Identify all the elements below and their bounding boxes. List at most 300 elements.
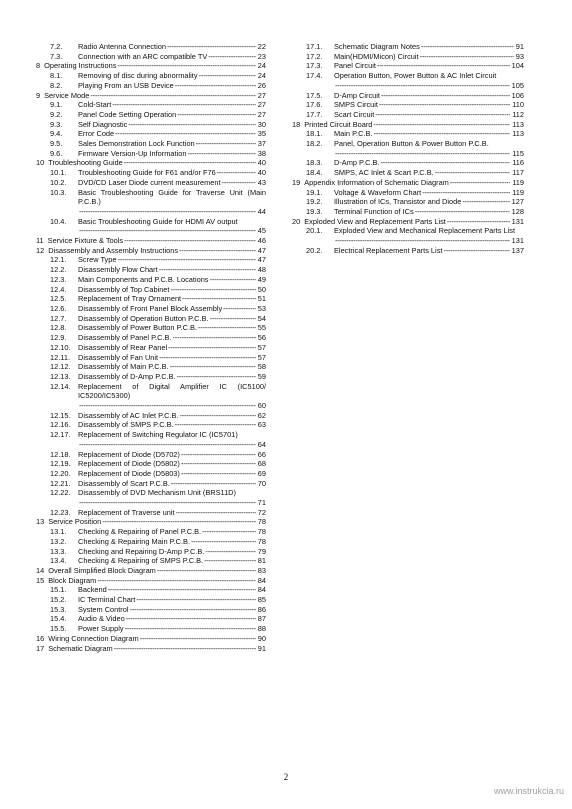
toc-entry-title: Disassembly of SMPS P.C.B.: [78, 420, 174, 430]
toc-entry-title: Disassembly of Operation Button P.C.B.: [78, 313, 209, 323]
toc-entry-page: 27: [257, 100, 266, 110]
toc-entry-page: 57: [257, 352, 266, 362]
toc-entry-page: 45: [257, 226, 266, 236]
toc-entry: [36, 508, 266, 518]
toc-entry: [36, 595, 266, 605]
toc-entry-page: 48: [257, 265, 266, 275]
toc-entry-page: 27: [257, 109, 266, 119]
toc-entry: [292, 139, 524, 158]
toc-entry-title: D-Amp P.C.B.: [334, 158, 380, 168]
toc-entry: [36, 178, 266, 188]
toc-leader-dashes: [179, 246, 256, 256]
toc-leader-dashes: [112, 100, 255, 110]
toc-entry-number: 19: [292, 177, 301, 187]
toc-entry-title: Main Components and P.C.B. Locations: [78, 274, 209, 284]
toc-leader-dashes: [117, 61, 255, 71]
toc-entry: [36, 479, 266, 489]
toc-entry-page: 44: [257, 206, 266, 216]
toc-entry: [36, 304, 266, 314]
toc-entry-number: 12.7.: [50, 313, 67, 323]
toc-entry-number: 12.15.: [50, 410, 71, 420]
toc-entry: [36, 81, 266, 91]
toc-leader-dashes: [168, 343, 256, 353]
toc-entry-number: 17.2.: [306, 51, 323, 61]
toc-entry-number: 12.16.: [50, 420, 71, 430]
toc-entry: [36, 275, 266, 285]
toc-entry-number: 12.4.: [50, 284, 67, 294]
toc-entry-title: Disassembly and Assembly Instructions: [48, 245, 179, 255]
toc-entry-number: 19.3.: [306, 206, 323, 216]
toc-entry-page: 40: [257, 168, 266, 178]
toc-left-column: [36, 42, 266, 653]
toc-entry-number: 10.4.: [50, 216, 67, 226]
toc-entry: [292, 71, 524, 90]
toc-entry-number: 8: [36, 61, 41, 71]
toc-entry-title: Exploded View and Mechanical Replacement Parts List: [334, 226, 516, 236]
toc-entry: [36, 265, 266, 275]
toc-entry-page: 49: [257, 274, 266, 284]
toc-entry-page: 137: [511, 245, 524, 255]
toc-entry: [36, 285, 266, 295]
toc-leader-dashes: [205, 547, 255, 557]
toc-entry-number: 13.3.: [50, 546, 67, 556]
toc-entry: [36, 624, 266, 634]
toc-entry-page: 51: [257, 294, 266, 304]
toc-leader-dashes: [199, 71, 256, 81]
toc-entry: [36, 469, 266, 479]
toc-entry: [36, 450, 266, 460]
toc-entry: [292, 91, 524, 101]
toc-leader-dashes: [373, 120, 510, 130]
toc-entry: [36, 246, 266, 256]
toc-entry: [36, 605, 266, 615]
toc-entry: [292, 42, 524, 52]
toc-entry: [36, 343, 266, 353]
toc-entry-title: Basic Troubleshooting Guide for HDMI AV output: [78, 216, 238, 226]
toc-entry: [36, 217, 266, 236]
toc-entry-number: 13.4.: [50, 556, 67, 566]
toc-entry-title: Checking & Repairing Main P.C.B.: [78, 536, 191, 546]
toc-entry-title: Disassembly of Panel P.C.B.: [78, 333, 172, 343]
toc-entry-page: 91: [257, 643, 266, 653]
toc-leader-dashes: [79, 401, 256, 411]
toc-leader-dashes: [222, 178, 256, 188]
toc-entry-number: 17.4.: [306, 71, 323, 81]
toc-entry-number: 12.2.: [50, 265, 67, 275]
toc-entry-number: 20: [292, 216, 301, 226]
toc-entry-title: Self Diagnostic: [78, 119, 128, 129]
toc-entry-number: 7.3.: [50, 51, 63, 61]
watermark: www.instrukcia.ru: [493, 786, 564, 796]
toc-leader-dashes: [196, 139, 256, 149]
toc-entry-page: 115: [512, 148, 524, 158]
toc-entry-page: 83: [257, 565, 266, 575]
toc-leader-dashes: [422, 188, 510, 198]
toc-entry-number: 18.2.: [306, 139, 323, 149]
toc-leader-dashes: [130, 605, 256, 615]
toc-entry: [292, 110, 524, 120]
toc-entry-title: Disassembly of DVD Mechanism Unit (BRS11D): [78, 488, 236, 498]
toc-leader-dashes: [420, 52, 514, 62]
toc-entry-page: 66: [257, 449, 266, 459]
toc-leader-dashes: [210, 275, 256, 285]
toc-leader-dashes: [167, 42, 256, 52]
toc-entry-number: 10.2.: [50, 177, 67, 187]
toc-leader-dashes: [181, 459, 256, 469]
toc-entry-number: 13.2.: [50, 536, 67, 546]
toc-entry-title: Replacement of Tray Ornament: [78, 294, 182, 304]
toc-entry: [292, 217, 524, 227]
toc-entry-page: 24: [257, 71, 266, 81]
toc-entry-page: 47: [257, 245, 266, 255]
toc-entry-page: 113: [512, 129, 524, 139]
toc-leader-dashes: [177, 372, 256, 382]
toc-entry-title: D-Amp Circuit: [334, 90, 380, 100]
toc-leader-dashes: [136, 595, 255, 605]
toc-entry-title: Illustration of ICs, Transistor and Diode: [334, 197, 462, 207]
toc-entry-number: 13.1.: [50, 527, 67, 537]
toc-entry-number: 12.10.: [50, 342, 71, 352]
toc-leader-dashes: [128, 120, 255, 130]
toc-leader-dashes: [79, 440, 256, 450]
toc-entry-title: SMPS Circuit: [334, 100, 378, 110]
toc-entry-page: 119: [512, 177, 524, 187]
toc-entry: [36, 42, 266, 52]
toc-entry-page: 53: [257, 303, 266, 313]
toc-entry: [36, 188, 266, 217]
toc-entry-page: 78: [257, 517, 266, 527]
toc-entry-page: 68: [257, 459, 266, 469]
toc-entry-page: 117: [512, 168, 524, 178]
toc-entry-number: 9: [36, 90, 41, 100]
toc-entry-number: 18.4.: [306, 168, 323, 178]
toc-entry-title: Error Code: [78, 129, 115, 139]
toc-leader-dashes: [335, 81, 510, 91]
toc-entry-page: 106: [511, 90, 524, 100]
toc-entry-page: 78: [257, 527, 266, 537]
toc-leader-dashes: [191, 537, 256, 547]
toc-leader-dashes: [140, 634, 256, 644]
toc-entry-number: 12: [36, 245, 45, 255]
toc-entry-page: 37: [257, 139, 266, 149]
toc-entry-page: 46: [257, 236, 266, 246]
toc-entry-number: 20.2.: [306, 245, 323, 255]
toc-entry-page: 119: [512, 187, 524, 197]
toc-entry-title: Schematic Diagram: [48, 643, 113, 653]
toc-leader-dashes: [208, 52, 255, 62]
toc-entry: [36, 61, 266, 71]
toc-entry-title: Schematic Diagram Notes: [334, 42, 420, 51]
toc-entry-number: 12.6.: [50, 303, 67, 313]
toc-entry-title: Disassembly of Top Cabinet: [78, 284, 170, 294]
toc-entry-number: 12.19.: [50, 459, 71, 469]
toc-entry-page: 127: [511, 197, 524, 207]
toc-entry: [36, 236, 266, 246]
toc-entry: [36, 430, 266, 449]
toc-leader-dashes: [170, 285, 255, 295]
toc-leader-dashes: [335, 149, 510, 159]
toc-leader-dashes: [176, 508, 256, 518]
toc-entry-number: 10.3.: [50, 187, 67, 197]
toc-entry-title: IC Terminal Chart: [78, 595, 136, 605]
toc-entry: [36, 120, 266, 130]
toc-leader-dashes: [462, 197, 509, 207]
toc-entry-title: Voltage & Waveform Chart: [334, 187, 422, 197]
toc-leader-dashes: [159, 353, 256, 363]
toc-leader-dashes: [97, 576, 255, 586]
toc-entry: [36, 110, 266, 120]
toc-entry-number: 15: [36, 575, 45, 585]
toc-leader-dashes: [79, 226, 256, 236]
toc-entry-page: 105: [511, 80, 524, 90]
toc-leader-dashes: [124, 158, 256, 168]
toc-entry-title: Basic Troubleshooting Guide for Traverse Unit (Main P.C.B.): [78, 187, 266, 207]
toc-entry-number: 15.4.: [50, 614, 67, 624]
toc-entry-page: 30: [257, 119, 266, 129]
toc-entry-title: Main(HDMI/Micon) Circuit: [334, 51, 419, 61]
toc-entry: [36, 585, 266, 595]
toc-leader-dashes: [415, 207, 510, 217]
toc-leader-dashes: [115, 129, 256, 139]
toc-entry: [36, 459, 266, 469]
toc-entry: [292, 129, 524, 139]
toc-entry: [36, 411, 266, 421]
toc-entry-title: Operating Instructions: [44, 61, 117, 71]
toc-entry-title: Disassembly of AC Inlet P.C.B.: [78, 410, 179, 420]
toc-entry-title: Electrical Replacement Parts List: [334, 245, 443, 255]
toc-entry-page: 71: [257, 498, 266, 508]
toc-entry-number: 10.1.: [50, 168, 67, 178]
toc-entry-number: 12.20.: [50, 468, 71, 478]
toc-entry-page: 84: [257, 585, 266, 595]
toc-leader-dashes: [187, 149, 255, 159]
toc-right-column: [292, 42, 524, 255]
toc-entry: [292, 158, 524, 168]
toc-entry-page: 64: [257, 439, 266, 449]
toc-entry-number: 19.2.: [306, 197, 323, 207]
toc-entry-number: 9.6.: [50, 148, 63, 158]
toc-entry-number: 12.12.: [50, 362, 71, 372]
toc-entry-title: Disassembly of D-Amp P.C.B.: [78, 371, 176, 381]
toc-entry-page: 43: [257, 177, 266, 187]
toc-leader-dashes: [450, 178, 510, 188]
toc-leader-dashes: [377, 61, 510, 71]
toc-leader-dashes: [198, 323, 256, 333]
toc-entry: [292, 207, 524, 217]
toc-leader-dashes: [177, 110, 256, 120]
toc-entry-title: Replacement of Diode (D5802): [78, 459, 180, 469]
toc-entry-number: 14: [36, 565, 45, 575]
toc-entry-number: 18.1.: [306, 129, 323, 139]
toc-entry-title: Overall Simplified Block Diagram: [48, 565, 156, 575]
toc-leader-dashes: [380, 158, 510, 168]
toc-entry: [36, 644, 266, 654]
toc-entry-title: Troubleshooting Guide for F61 and/or F76: [78, 168, 216, 178]
toc-entry-number: 12.3.: [50, 274, 67, 284]
toc-entry-title: Block Diagram: [48, 575, 97, 585]
toc-entry-number: 17: [36, 643, 45, 653]
toc-entry-number: 17.1.: [306, 42, 323, 51]
toc-entry-number: 9.2.: [50, 109, 63, 119]
toc-leader-dashes: [181, 450, 256, 460]
toc-entry-page: 113: [512, 119, 524, 129]
toc-entry: [36, 362, 266, 372]
toc-entry-page: 70: [257, 478, 266, 488]
toc-entry: [36, 100, 266, 110]
toc-leader-dashes: [117, 255, 255, 265]
toc-entry: [36, 556, 266, 566]
toc-leader-dashes: [202, 527, 256, 537]
toc-entry-title: Checking & Repairing of SMPS P.C.B.: [78, 556, 204, 566]
toc-entry-number: 9.4.: [50, 129, 63, 139]
toc-entry-number: 13: [36, 517, 45, 527]
toc-leader-dashes: [217, 168, 256, 178]
toc-entry-page: 69: [257, 468, 266, 478]
toc-entry: [36, 323, 266, 333]
toc-entry-page: 131: [511, 216, 524, 226]
toc-entry-title: System Control: [78, 604, 129, 614]
toc-entry: [292, 246, 524, 256]
toc-entry: [292, 61, 524, 71]
toc-entry: [36, 168, 266, 178]
toc-entry-number: 12.8.: [50, 323, 67, 333]
toc-entry-title: Power Supply: [78, 624, 124, 634]
toc-entry: [36, 372, 266, 382]
toc-entry-number: 17.6.: [306, 100, 323, 110]
toc-entry-page: 104: [511, 61, 524, 71]
toc-entry-title: Disassembly Flow Chart: [78, 265, 158, 275]
toc-entry-title: DVD/CD Laser Diode current measurement: [78, 177, 221, 187]
toc-entry-page: 57: [257, 342, 266, 352]
toc-entry-title: SMPS, AC Inlet & Scart P.C.B.: [334, 168, 434, 178]
toc-entry-title: Main P.C.B.: [334, 129, 373, 139]
toc-entry-number: 20.1.: [306, 226, 323, 236]
toc-entry: [36, 566, 266, 576]
toc-leader-dashes: [170, 362, 256, 372]
toc-entry-title: Connection with an ARC compatible TV: [78, 51, 208, 61]
toc-entry-title: Checking & Repairing of Panel P.C.B.: [78, 527, 202, 537]
toc-entry-number: 10: [36, 158, 45, 168]
toc-entry-page: 78: [257, 536, 266, 546]
toc-entry-page: 88: [257, 624, 266, 634]
toc-entry-page: 27: [257, 90, 266, 100]
toc-entry-title: Sales Demonstration Lock Function: [78, 139, 195, 149]
toc-entry-number: 7.2.: [50, 42, 63, 51]
toc-entry: [36, 576, 266, 586]
page-number: 2: [283, 772, 289, 782]
toc-entry: [36, 52, 266, 62]
toc-entry-number: 12.22.: [50, 488, 71, 498]
toc-entry: [292, 100, 524, 110]
toc-entry: [36, 149, 266, 159]
toc-entry-page: 93: [515, 51, 524, 61]
toc-entry-page: 63: [257, 420, 266, 430]
toc-entry-page: 86: [257, 604, 266, 614]
toc-entry-title: Firmware Version-Up Information: [78, 148, 187, 158]
toc-leader-dashes: [180, 411, 256, 421]
toc-entry-number: 12.9.: [50, 333, 67, 343]
toc-entry-page: 87: [257, 614, 266, 624]
toc-entry-number: 9.3.: [50, 119, 63, 129]
toc-entry-page: 84: [257, 575, 266, 585]
toc-entry-title: Scart Circuit: [334, 109, 375, 119]
toc-entry-number: 12.13.: [50, 371, 71, 381]
toc-entry: [292, 178, 524, 188]
toc-leader-dashes: [125, 624, 256, 634]
toc-entry-title: Panel Code Setting Operation: [78, 109, 177, 119]
toc-entry: [36, 255, 266, 265]
toc-entry-page: 59: [257, 371, 266, 381]
toc-entry-page: 40: [257, 158, 266, 168]
toc-entry: [36, 71, 266, 81]
toc-entry-page: 72: [257, 507, 266, 517]
toc-entry-number: 12.11.: [50, 352, 70, 362]
toc-entry-page: 56: [257, 333, 266, 343]
toc-entry-page: 55: [257, 323, 266, 333]
toc-entry: [36, 517, 266, 527]
toc-entry-title: Replacement of Traverse unit: [78, 507, 175, 517]
toc-entry: [292, 188, 524, 198]
toc-entry-number: 15.2.: [50, 595, 67, 605]
toc-entry-title: Playing From an USB Device: [78, 80, 174, 90]
toc-leader-dashes: [124, 236, 256, 246]
toc-entry-number: 12.21.: [50, 478, 71, 488]
toc-entry-title: Operation Button, Power Button & AC Inlet Circuit: [334, 71, 497, 81]
toc-entry-title: Checking and Repairing D-Amp P.C.B.: [78, 546, 205, 556]
toc-entry-title: Service Position: [48, 517, 102, 527]
toc-entry: [292, 52, 524, 62]
toc-entry-title: Backend: [78, 585, 107, 595]
toc-entry: [36, 353, 266, 363]
toc-entry-page: 79: [257, 546, 266, 556]
toc-entry-number: 15.1.: [50, 585, 67, 595]
toc-leader-dashes: [443, 246, 509, 256]
toc-entry-page: 38: [257, 148, 266, 158]
toc-entry: [36, 139, 266, 149]
toc-leader-dashes: [447, 217, 510, 227]
toc-entry-page: 47: [257, 255, 266, 265]
toc-entry-number: 11: [36, 236, 44, 246]
toc-entry-page: 58: [257, 362, 266, 372]
toc-entry-title: Disassembly of Power Button P.C.B.: [78, 323, 197, 333]
toc-entry: [36, 294, 266, 304]
toc-leader-dashes: [114, 644, 256, 654]
toc-entry-page: 54: [257, 313, 266, 323]
toc-leader-dashes: [335, 236, 510, 246]
toc-entry: [36, 547, 266, 557]
toc-entry-title: Disassembly of Rear Panel: [78, 342, 168, 352]
toc-entry-number: 18.3.: [306, 158, 323, 168]
toc-entry: [292, 168, 524, 178]
toc-entry-page: 131: [511, 236, 524, 246]
toc-entry-title: Radio Antenna Connection: [78, 42, 166, 51]
toc-entry-title: Replacement of Digital Amplifier IC (IC5100/ IC5200/IC5300): [78, 381, 266, 401]
toc-leader-dashes: [126, 614, 256, 624]
toc-entry: [36, 314, 266, 324]
toc-entry-page: 23: [257, 51, 266, 61]
toc-leader-dashes: [375, 110, 510, 120]
toc-entry: [292, 197, 524, 207]
toc-entry: [36, 129, 266, 139]
toc-entry-title: Panel Circuit: [334, 61, 376, 71]
toc-entry-number: 15.3.: [50, 604, 67, 614]
toc-entry-page: 90: [257, 633, 266, 643]
toc-entry-title: Disassembly of Main P.C.B.: [78, 362, 169, 372]
toc-entry-title: Appendix Information of Schematic Diagram: [304, 177, 449, 187]
toc-leader-dashes: [435, 168, 511, 178]
toc-leader-dashes: [90, 91, 255, 101]
toc-leader-dashes: [171, 479, 256, 489]
